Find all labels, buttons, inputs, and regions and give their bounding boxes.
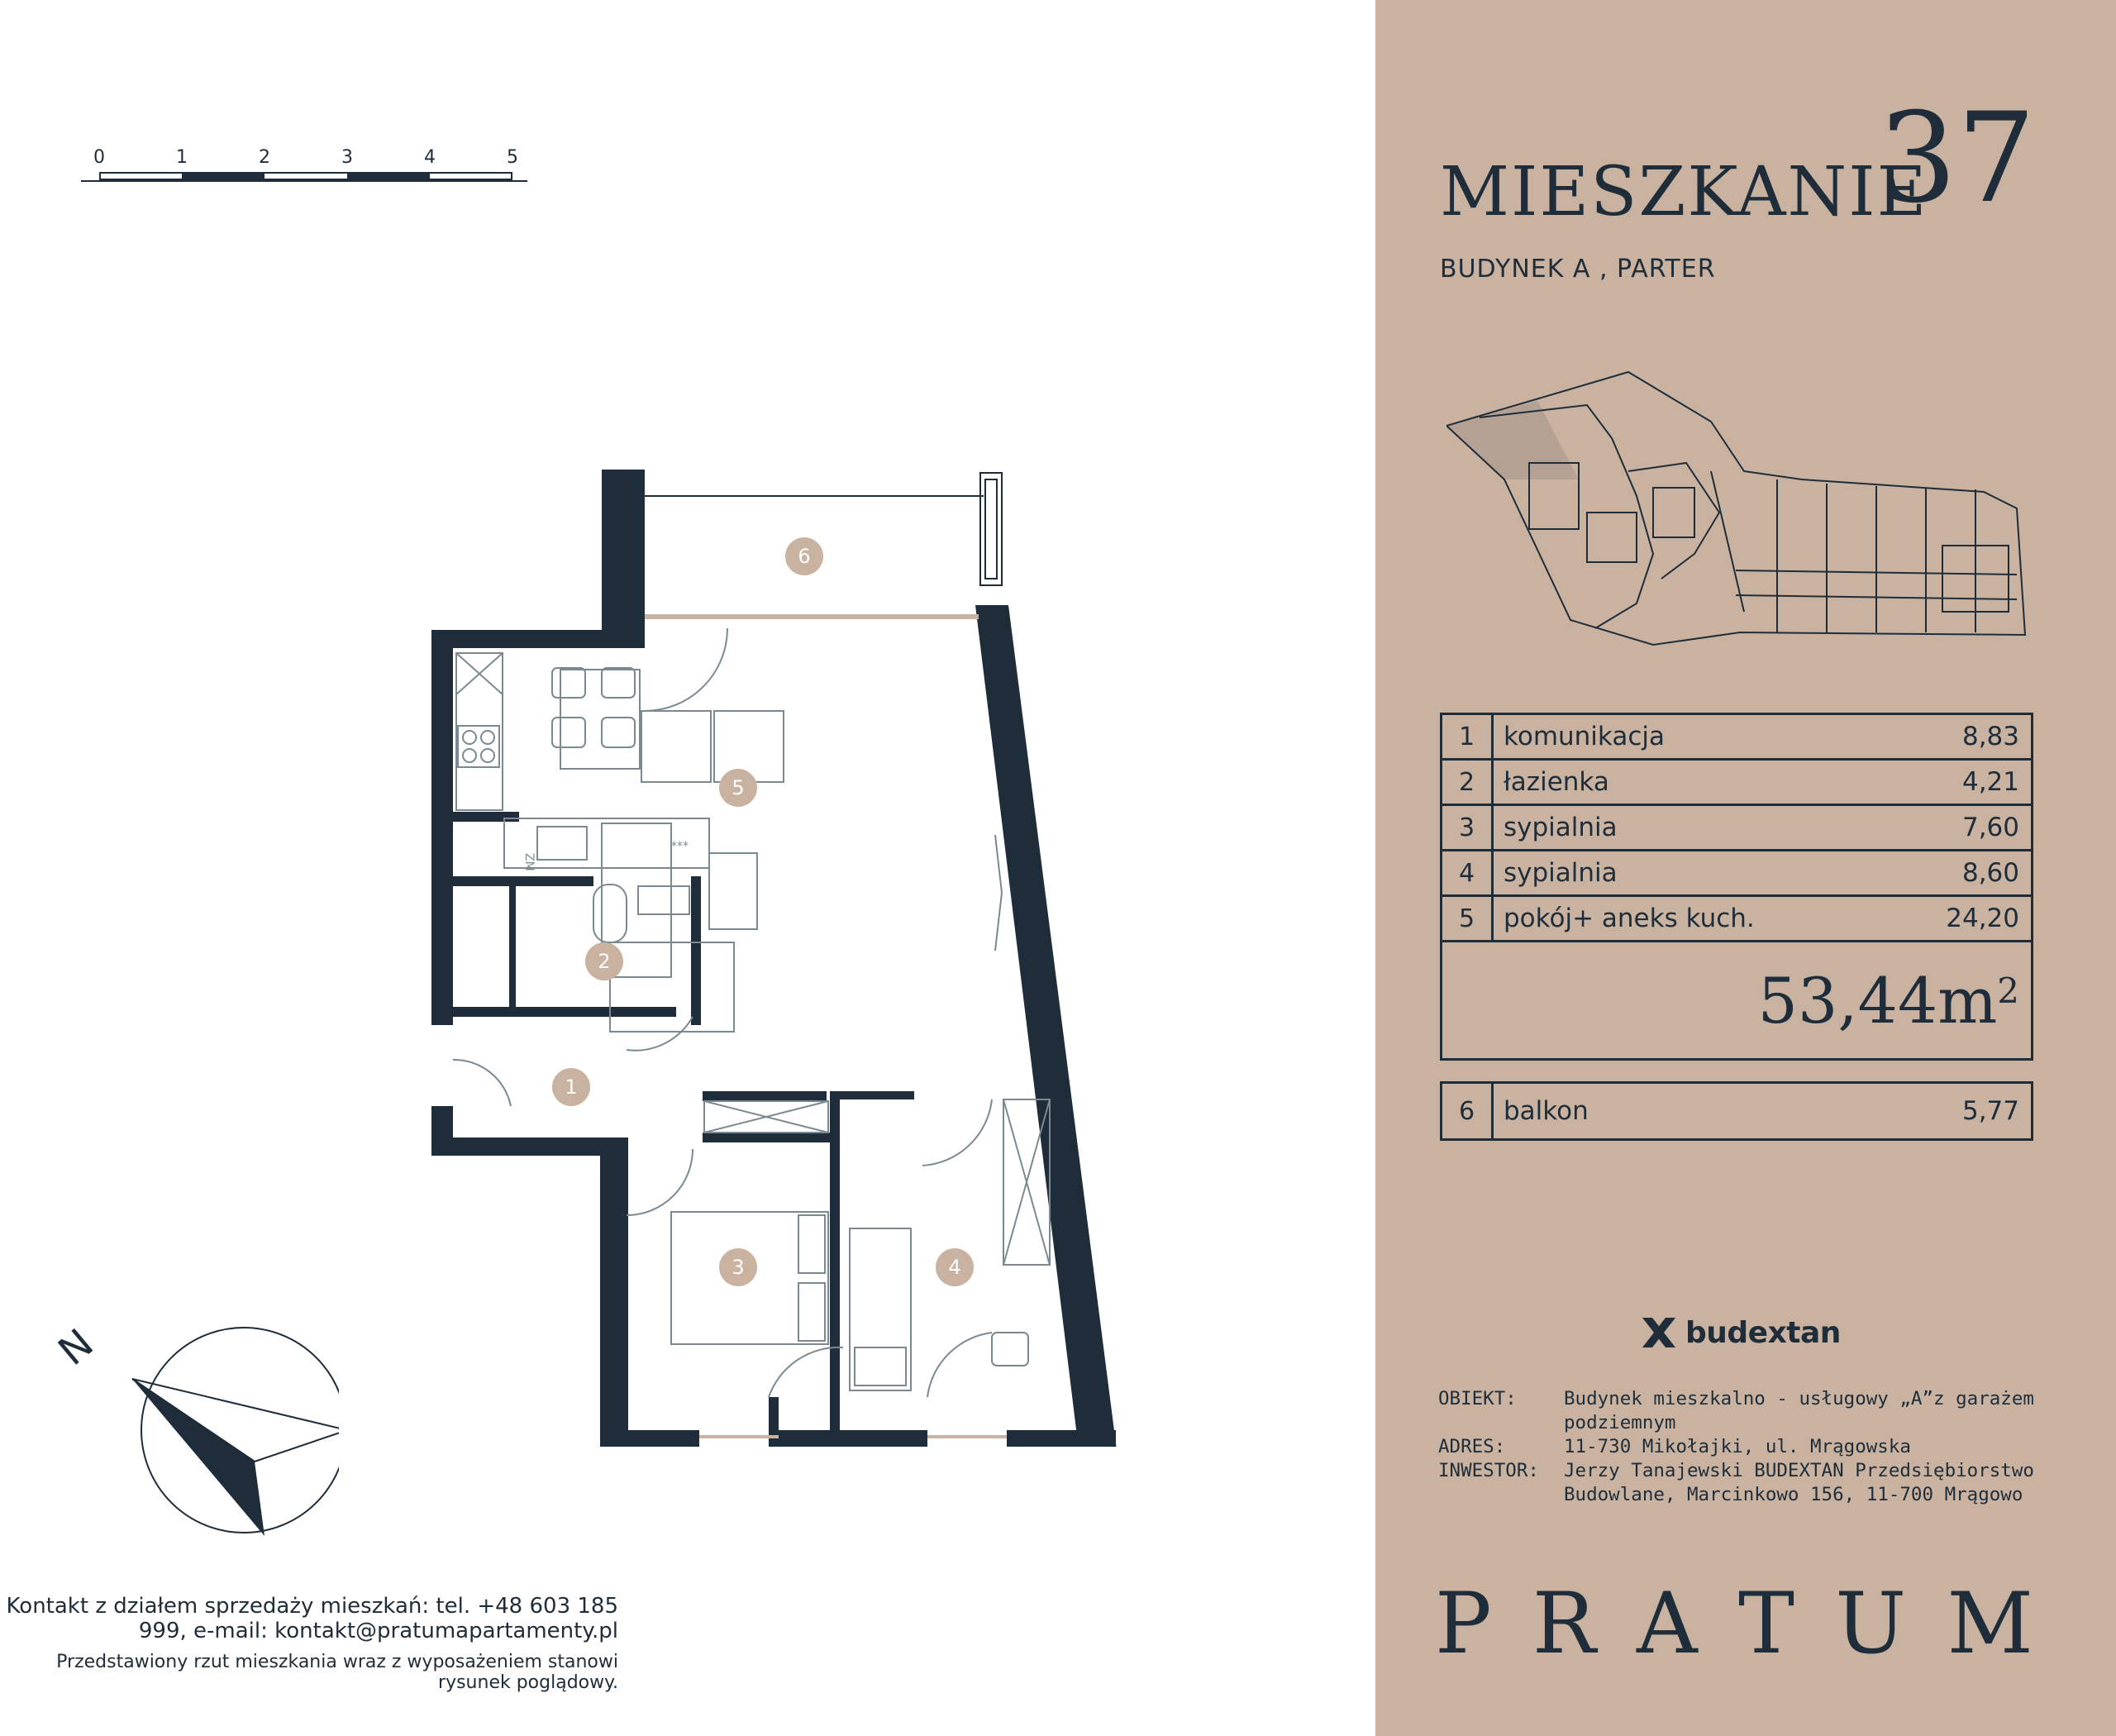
north-compass <box>50 1314 339 1562</box>
info-value: 11-730 Mikołajki, ul. Mrągowska <box>1564 1436 1911 1457</box>
room-badge-6: 6 <box>785 537 823 575</box>
scale-tick-3: 3 <box>341 147 353 168</box>
brand-letter: P <box>1435 1575 1492 1673</box>
info-value: Jerzy Tanajewski BUDEXTAN Przedsiębiorstwo Budowlane, Marcinkowo 156, 11-700 Mrągowo <box>1564 1460 2034 1505</box>
room-name: pokój+ aneks kuch. <box>1504 904 1755 933</box>
brand-letter: A <box>1637 1575 1698 1673</box>
room-area: 7,60 <box>1961 813 2019 842</box>
room-badge-1: 1 <box>552 1068 590 1106</box>
floor-plan <box>413 455 1157 1447</box>
floor-plan-drawing <box>413 455 1157 1447</box>
table-row <box>1442 851 2031 897</box>
room-badge-2: 2 <box>585 942 623 980</box>
scale-bar <box>81 147 527 188</box>
room-badge-5: 5 <box>719 769 757 807</box>
brand-letter: R <box>1532 1575 1596 1673</box>
room-area: 24,20 <box>1946 904 2019 933</box>
room-name: balkon <box>1504 1096 1589 1126</box>
room-number: 1 <box>1442 715 1494 758</box>
room-number: 5 <box>1442 897 1494 940</box>
key-plan-drawing <box>1446 364 2033 653</box>
apartment-number: 37 <box>1878 87 2036 231</box>
table-row <box>1442 806 2031 851</box>
table-row <box>1442 715 2031 761</box>
project-info <box>1438 1387 2083 1507</box>
room-number: 3 <box>1442 806 1494 849</box>
room-area: 8,83 <box>1961 722 2019 751</box>
logo-text: budextan <box>1685 1315 1841 1350</box>
room-area: 4,21 <box>1961 767 2019 797</box>
total-area-value: 53,44m <box>1757 963 1998 1037</box>
brand-letter: T <box>1737 1575 1795 1673</box>
room-badge-3: 3 <box>719 1248 757 1286</box>
compass-icon <box>107 1314 339 1562</box>
disclaimer-line: Przedstawiony rzut mieszkania wraz z wyposażeniem stanowi rysunek poglądowy. <box>56 1652 618 1693</box>
title-word: MIESZKANIE <box>1440 153 1928 231</box>
info-label: OBIEKT: <box>1438 1388 1517 1409</box>
scale-tick-5: 5 <box>507 147 518 168</box>
room-name: łazienka <box>1504 767 1609 797</box>
room-name: sypialnia <box>1504 813 1618 842</box>
scale-bar-body <box>99 172 512 180</box>
table-row <box>1442 1084 2031 1138</box>
brand-wordmark <box>1435 1575 2033 1673</box>
kitchen-dots-mark: *** <box>671 840 689 853</box>
budextan-x-icon <box>1641 1314 1677 1351</box>
info-value: Budynek mieszkalno - usługowy „A”z garażem podziemnym <box>1564 1388 2034 1433</box>
room-area: 5,77 <box>1961 1096 2019 1126</box>
table-row <box>1442 897 2031 942</box>
brand-letter: U <box>1835 1575 1907 1673</box>
room-number: 6 <box>1442 1084 1494 1138</box>
room-number: 2 <box>1442 761 1494 804</box>
room-number: 4 <box>1442 851 1494 894</box>
compass-north-label: N <box>50 1320 102 1375</box>
building-key-plan <box>1446 364 2033 653</box>
info-row <box>1438 1459 2083 1507</box>
balcony-table <box>1440 1081 2033 1141</box>
rooms-table <box>1440 713 2033 1061</box>
info-label: INWESTOR: <box>1438 1460 1539 1481</box>
scale-tick-4: 4 <box>424 147 436 168</box>
room-name: sypialnia <box>1504 858 1618 888</box>
info-row <box>1438 1435 2083 1459</box>
info-row <box>1438 1387 2083 1435</box>
scale-segment <box>347 174 430 179</box>
total-area-unit-exponent: 2 <box>1997 970 2019 1011</box>
contact-line: Kontakt z działem sprzedaży mieszkań: tel. +48 603 185 999, e-mail: kontakt@pratumapartamenty.pl <box>6 1594 618 1643</box>
room-badge-4: 4 <box>936 1248 974 1286</box>
table-row <box>1442 761 2031 806</box>
brand-letter: M <box>1947 1575 2033 1673</box>
contact-block <box>0 1594 618 1693</box>
scale-tick-1: 1 <box>176 147 188 168</box>
info-label: ADRES: <box>1438 1436 1506 1457</box>
scale-tick-0: 0 <box>93 147 105 168</box>
scale-baseline <box>81 180 527 182</box>
room-name: komunikacja <box>1504 722 1665 751</box>
total-area <box>1442 942 2031 1058</box>
kitchen-zm-mark: ZM <box>522 853 536 871</box>
developer-logo <box>1641 1314 1841 1351</box>
room-area: 8,60 <box>1961 858 2019 888</box>
building-floor: BUDYNEK A , PARTER <box>1440 255 1716 284</box>
scale-tick-2: 2 <box>259 147 270 168</box>
scale-segment <box>182 174 264 179</box>
